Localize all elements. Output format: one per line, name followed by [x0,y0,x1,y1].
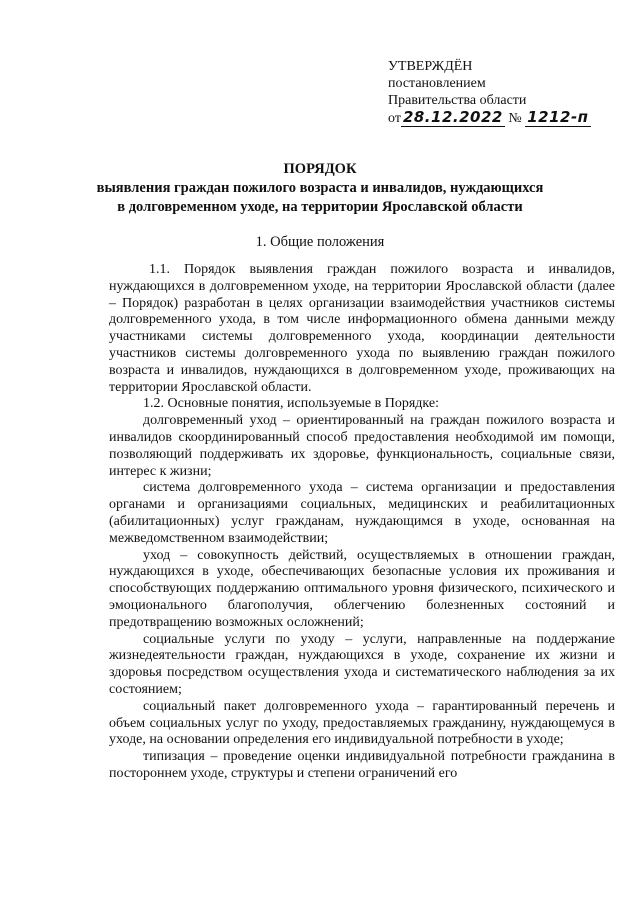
number-prefix: № [508,111,522,126]
definition-care: уход – совокупность действий, осуществляемых в отношении граждан, нуждающихся в уходе, обеспечивающих безопасные условия их проживания и способствующих поддержанию оптимального уровня физического, психического и эмоционального благополучия, облегчению болезненных состояний и предотвращению возможных осложнений; [109,547,615,630]
title-line-2: в долговременном уходе, на территории Ярославской области [117,199,523,215]
title-heading: ПОРЯДОК [283,161,357,177]
definition-social-care-services: социальные услуги по уходу – услуги, направленные на поддержание жизнедеятельности граждан, нуждающихся в уходе, сохранение их жизни и здоровья посредством осуществления ухода и систематического наблюдения за их состоянием; [109,631,615,697]
approval-line-resolution: постановлением [388,76,486,91]
approval-title: УТВЕРЖДЁН [388,59,473,74]
definition-care-system: система долговременного ухода – система организации и предоставления органами и организациями социальных, медицинских и реабилитационных (абилитационных) услуг гражданам, нуждающимся в уходе, основанная на межведомственном взаимодействии; [109,480,615,546]
definition-social-package: социальный пакет долговременного ухода – гарантированный перечень и объем социальных услуг по уходу, предоставляемых гражданину, нуждающемуся в уходе, на основании определения его индивидуальной потребности в уходе; [109,698,615,748]
date-prefix: от [388,111,401,126]
document-body [109,262,615,783]
section-heading: 1. Общие положения [255,234,385,250]
paragraph-1-1: 1.1. Порядок выявления граждан пожилого возраста и инвалидов, нуждающихся в долговременном уходе, на территории Ярославской области (далее – Порядок) разработан в целях организации взаимодействия участников системы долговременного ухода, в том числе информационного обмена данными между участниками системы долговременного ухода, координации деятельности участников системы долговременного ухода по выявлению граждан пожилого возраста и инвалидов, нуждающихся в долговременном уходе, проживающих на территории Ярославской области. [109,262,615,395]
approval-date: 28.12.2022 [402,108,503,126]
approval-date-line [388,109,591,127]
approval-stamp [388,58,591,127]
approval-line-government: Правительства области [388,93,527,108]
approval-number: 1212-п [527,108,589,126]
definition-long-term-care: долговременный уход – ориентированный на граждан пожилого возраста и инвалидов скоординированный способ предоставления необходимой им помощи, позволяющий поддерживать их здоровье, функциональность, социальные связи, интерес к жизни; [109,413,615,479]
paragraph-1-2: 1.2. Основные понятия, используемые в Порядке: [143,396,439,412]
title-line-1: выявления граждан пожилого возраста и инвалидов, нуждающихся [96,180,544,196]
document-title [0,160,640,217]
definition-typization: типизация – проведение оценки индивидуальной потребности гражданина в постороннем уходе, структуры и степени ограничений его [109,749,615,781]
